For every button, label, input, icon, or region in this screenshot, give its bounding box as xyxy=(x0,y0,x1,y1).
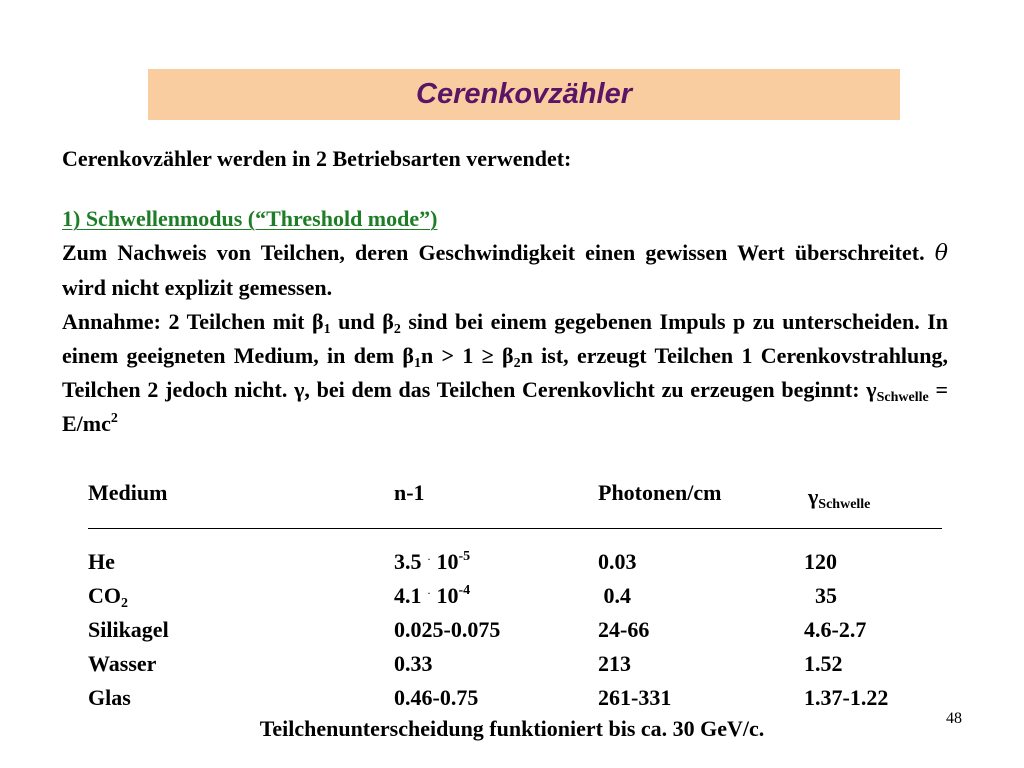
cell-gamma: 1.37-1.22 xyxy=(804,685,889,710)
cell-medium: He xyxy=(88,549,115,574)
table-row xyxy=(88,647,944,681)
subscript: 1 xyxy=(413,356,421,371)
table-header-row xyxy=(88,476,944,510)
cell-photons: 24-66 xyxy=(598,617,650,642)
body-paragraph xyxy=(62,236,948,441)
cell-n-minus-1: 3.5 · $10^{-5}$ xyxy=(394,549,471,574)
p2-text-e: n ist, erzeugt Teilchen 1 Cerenkovstrahlung, Teilchen 2 jedoch nicht. γ, bei dem das Teilchen Cerenkovlicht zu erzeugen beginnt: γ xyxy=(62,343,949,402)
cell-medium: $CO_2$ xyxy=(88,583,128,611)
cell-medium: Wasser xyxy=(88,651,157,676)
subscript: 2 xyxy=(513,356,521,371)
cell-photons: 0.03 xyxy=(598,549,637,574)
header-photons: Photonen/cm xyxy=(598,480,722,505)
p2-text-d: n > 1 ≥ β xyxy=(420,343,514,368)
p2-text-b: und β xyxy=(338,309,394,334)
superscript: 2 xyxy=(110,411,118,426)
subscript: 2 xyxy=(393,322,401,337)
table-row xyxy=(88,579,944,613)
cell-gamma: 1.52 xyxy=(804,651,843,676)
subscript: Schwelle xyxy=(818,497,871,512)
medium-table-body xyxy=(88,545,944,715)
table-divider xyxy=(88,528,942,529)
cell-n-minus-1: 0.46-0.75 xyxy=(394,685,479,710)
subscript: 1 xyxy=(323,322,331,337)
p2-text-f: = E/mc xyxy=(62,377,949,436)
cell-gamma: 120 xyxy=(804,549,837,574)
mode-heading: 1) Schwellenmodus (“Threshold mode”) xyxy=(62,206,438,231)
table-row xyxy=(88,613,944,647)
cell-photons: 0.4 xyxy=(598,583,631,608)
intro-text: Cerenkovzähler werden in 2 Betriebsarten verwendet: xyxy=(62,146,572,171)
cell-photons: 261-331 xyxy=(598,685,672,710)
gamma-symbol: γ xyxy=(808,484,819,509)
p2-text-a: Annahme: 2 Teilchen mit β xyxy=(62,309,324,334)
p1-text-a: Zum Nachweis von Teilchen, deren Geschwindigkeit einen gewissen Wert überschreitet. xyxy=(62,240,925,265)
slide-title: Cerenkovzähler xyxy=(416,78,632,110)
cell-gamma: 4.6-2.7 xyxy=(804,617,867,642)
cell-n-minus-1: 0.025-0.075 xyxy=(394,617,501,642)
p1-text-b: wird nicht explizit gemessen. xyxy=(62,275,333,300)
title-banner xyxy=(148,69,900,120)
header-gamma xyxy=(808,480,870,514)
cell-n-minus-1: 0.33 xyxy=(394,651,433,676)
cell-medium: Silikagel xyxy=(88,617,169,642)
table-row xyxy=(88,545,944,579)
header-medium: Medium xyxy=(88,480,168,505)
medium-table-header xyxy=(88,476,944,510)
subscript: Schwelle xyxy=(876,390,929,405)
footer-note: Teilchenunterscheidung funktioniert bis ca. 30 GeV/c. xyxy=(259,716,765,741)
cell-photons: 213 xyxy=(598,651,631,676)
table-row xyxy=(88,681,944,715)
cell-medium: Glas xyxy=(88,685,131,710)
p2-text-c: sind bei einem gegebenen Impuls p zu unterscheiden. In einem geeigneten Medium, in dem β xyxy=(62,309,949,368)
cell-gamma: 35 xyxy=(804,583,837,608)
page-number: 48 xyxy=(946,710,962,727)
theta-symbol: θ xyxy=(934,241,948,266)
header-n-minus-1: n-1 xyxy=(394,480,425,505)
cell-n-minus-1: 4.1 · $10^{-4}$ xyxy=(394,583,471,608)
